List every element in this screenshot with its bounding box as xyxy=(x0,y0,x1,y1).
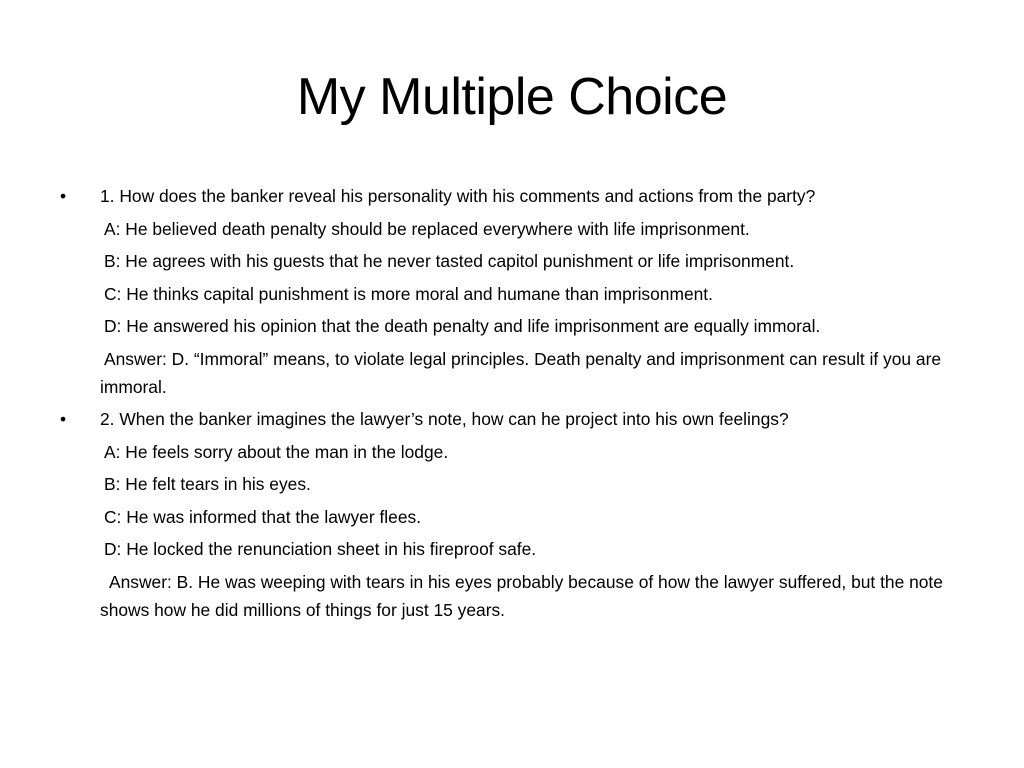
slide-title: My Multiple Choice xyxy=(296,68,728,126)
bullet-icon: • xyxy=(60,409,67,429)
question-2-option-b: B: He felt tears in his eyes. xyxy=(104,474,311,494)
question-2-option-c: C: He was informed that the lawyer flees. xyxy=(104,506,422,527)
slide-body xyxy=(60,182,980,628)
question-1-option-c: C: He thinks capital punishment is more moral and humane than imprisonment. xyxy=(104,283,713,304)
question-2-option-d: D: He locked the renunciation sheet in his fireproof safe. xyxy=(104,539,537,559)
question-1-option-b: B: He agrees with his guests that he never tasted capitol punishment or life imprisonment. xyxy=(104,251,795,271)
bullet-icon: • xyxy=(60,186,67,206)
question-1-answer: Answer: D. “Immoral” means, to violate legal principles. Death penalty and imprisonment can result if you are immoral. xyxy=(100,348,942,397)
question-1 xyxy=(60,182,980,210)
question-1-option-d: D: He answered his opinion that the death penalty and life imprisonment are equally immoral. xyxy=(104,316,821,336)
question-1-option-a: A: He believed death penalty should be replaced everywhere with life imprisonment. xyxy=(104,218,750,239)
question-1-text: 1. How does the banker reveal his personality with his comments and actions from the party? xyxy=(100,186,816,206)
question-2 xyxy=(60,405,980,433)
question-2-text: 2. When the banker imagines the lawyer’s note, how can he project into his own feelings? xyxy=(100,409,789,429)
question-2-option-a: A: He feels sorry about the man in the lodge. xyxy=(104,441,449,462)
question-2-answer: Answer: B. He was weeping with tears in his eyes probably because of how the lawyer suffered, but the note shows how he did millions of things for just 15 years. xyxy=(100,571,943,620)
